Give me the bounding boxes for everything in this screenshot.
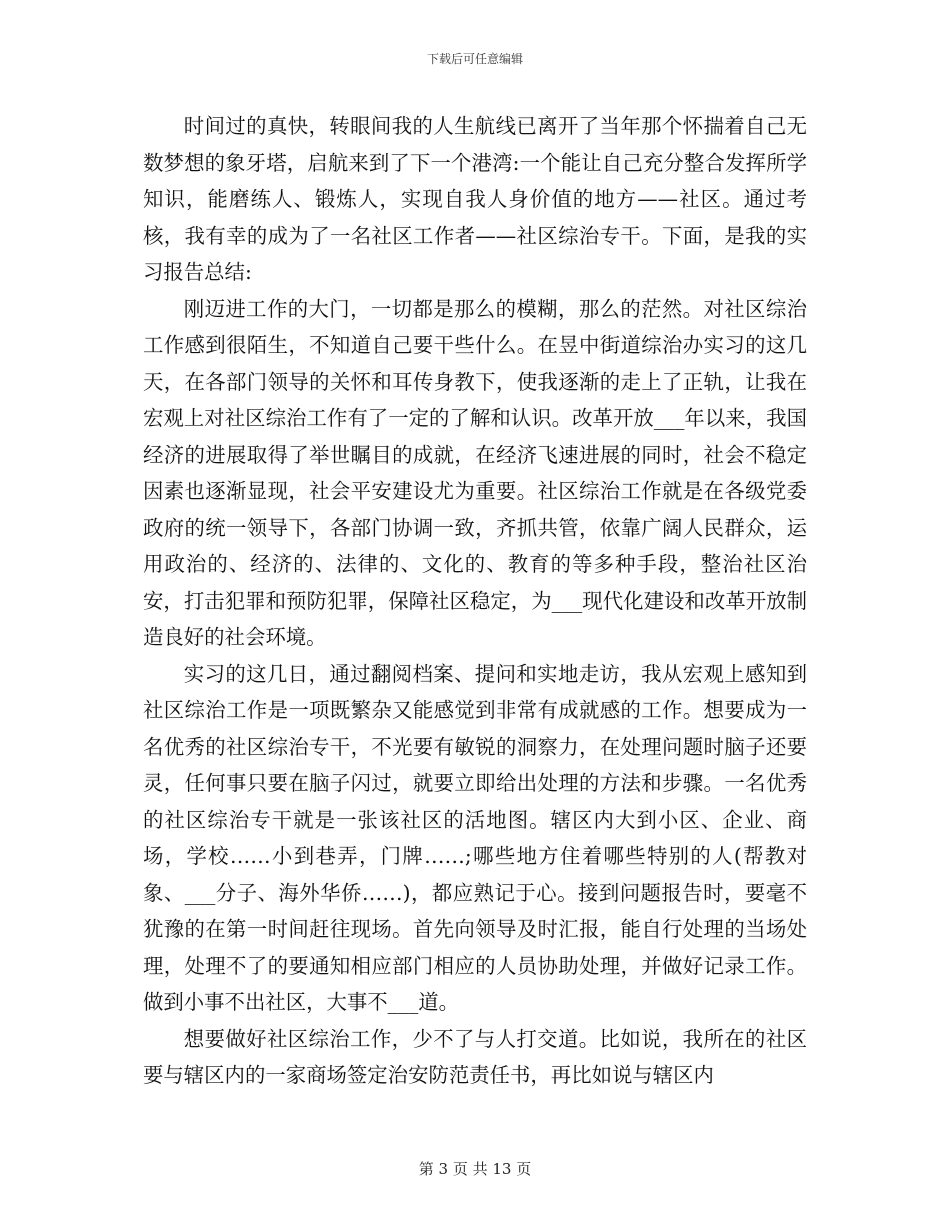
paragraph-1: 时间过的真快，转眼间我的人生航线已离开了当年那个怀揣着自己无数梦想的象牙塔，启航来到了下一个港湾:一个能让自己充分整合发挥所学知识，能磨练人、锻炼人，实现自我人身价值的地方——社区。通过考核，我有幸的成为了一名社区工作者——社区综治专干。下面，是我的实习报告总结: <box>143 114 807 284</box>
paragraph-2: 刚迈进工作的大门，一切都是那么的模糊，那么的茫然。对社区综治工作感到很陌生，不知道自己要干些什么。在昱中街道综治办实习的这几天，在各部门领导的关怀和耳传身教下，使我逐渐的走上了正轨，让我在宏观上对社区综治工作有了一定的了解和认识。改革开放___年以来，我国经济的进展取得了举世瞩目的成就，在经济飞速进展的同时，社会不稳定因素也逐渐显现，社会平安建设尤为重要。社区综治工作就是在各级党委政府的统一领导下，各部门协调一致，齐抓共管，依靠广阔人民群众，运用政治的、经济的、法律的、文化的、教育的等多种手段，整治社区治安，打击犯罪和预防犯罪，保障社区稳定，为___现代化建设和改革开放制造良好的社会环境。 <box>143 296 807 649</box>
document-body <box>143 108 807 1094</box>
page-header: 下载后可任意编辑 <box>426 52 523 66</box>
paragraph-4: 想要做好社区综治工作，少不了与人打交道。比如说，我所在的社区要与辖区内的一家商场签定治安防范责任书，再比如说与辖区内 <box>143 1026 807 1087</box>
page-footer: 第 3 页 共 13 页 <box>418 1160 532 1178</box>
paragraph-3: 实习的这几日，通过翻阅档案、提问和实地走访，我从宏观上感知到社区综治工作是一项既繁杂又能感觉到非常有成就感的工作。想要成为一名优秀的社区综治专干，不光要有敏锐的洞察力，在处理问题时脑子还要灵，任何事只要在脑子闪过，就要立即给出处理的方法和步骤。一名优秀的社区综治专干就是一张该社区的活地图。辖区内大到小区、企业、商场，学校……小到巷弄，门牌……;哪些地方住着哪些特别的人(帮教对象、___分子、海外华侨……)，都应熟记于心。接到问题报告时，要毫不犹豫的在第一时间赶往现场。首先向领导及时汇报，能自行处理的当场处理，处理不了的要通知相应部门相应的人员协助处理，并做好记录工作。做到小事不出社区，大事不___道。 <box>143 661 807 1014</box>
